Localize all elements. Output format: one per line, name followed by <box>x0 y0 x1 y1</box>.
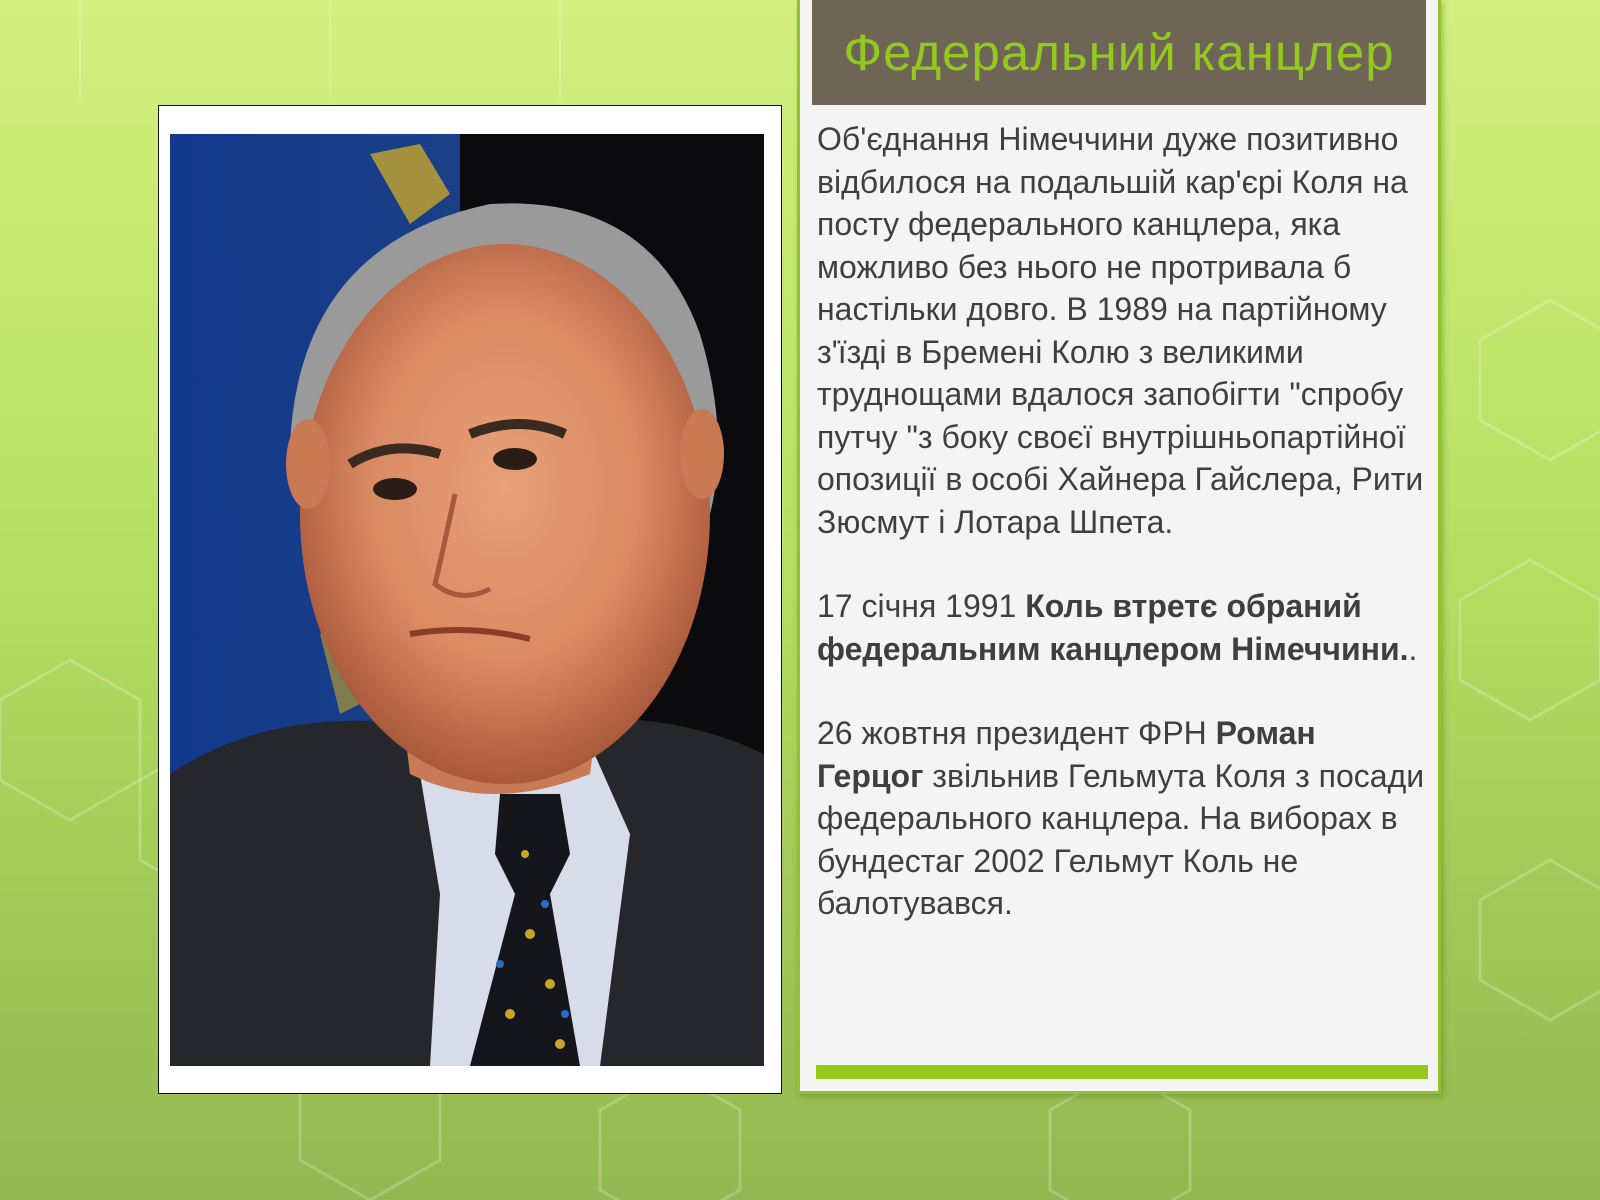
paragraph-3 <box>817 712 1429 925</box>
paragraph-3-lead: 26 жовтня президент ФРН <box>817 715 1216 751</box>
paragraph-2 <box>817 585 1429 670</box>
paragraph-2-date: 17 січня 1991 <box>817 588 1026 624</box>
body-text <box>817 118 1429 925</box>
photo-frame <box>158 105 782 1094</box>
text-panel <box>797 0 1441 1094</box>
portrait-photo <box>170 134 764 1066</box>
paragraph-1: Об'єднання Німеччини дуже позитивно відбилося на подальшій кар'єрі Коля на посту федерального канцлера, яка можливо без нього не протривала б настільки довго. В 1989 на партійному з'їзді в Бремені Колю з великими труднощами вдалося запобігти "спробу путчу "з боку своєї внутрішньопартійної опозиції в особі Хайнера Гайслера, Рити Зюсмут і Лотара Шпета. <box>817 121 1424 540</box>
paragraph-3-tail: звільнив Гельмута Коля з посади федерального канцлера. На виборах в бундестаг 2002 Гельмут Коль не балотувався. <box>817 757 1425 921</box>
paragraph-3-bold: Роман Герцог <box>817 715 1316 794</box>
slide-title: Федеральний канцлер <box>843 24 1395 81</box>
paragraph-2-tail: . <box>1408 630 1418 667</box>
accent-bar <box>816 1065 1428 1079</box>
paragraph-2-bold: Коль втретє обраний федеральним канцлером Німеччини. <box>817 588 1409 667</box>
title-bar <box>812 0 1426 105</box>
